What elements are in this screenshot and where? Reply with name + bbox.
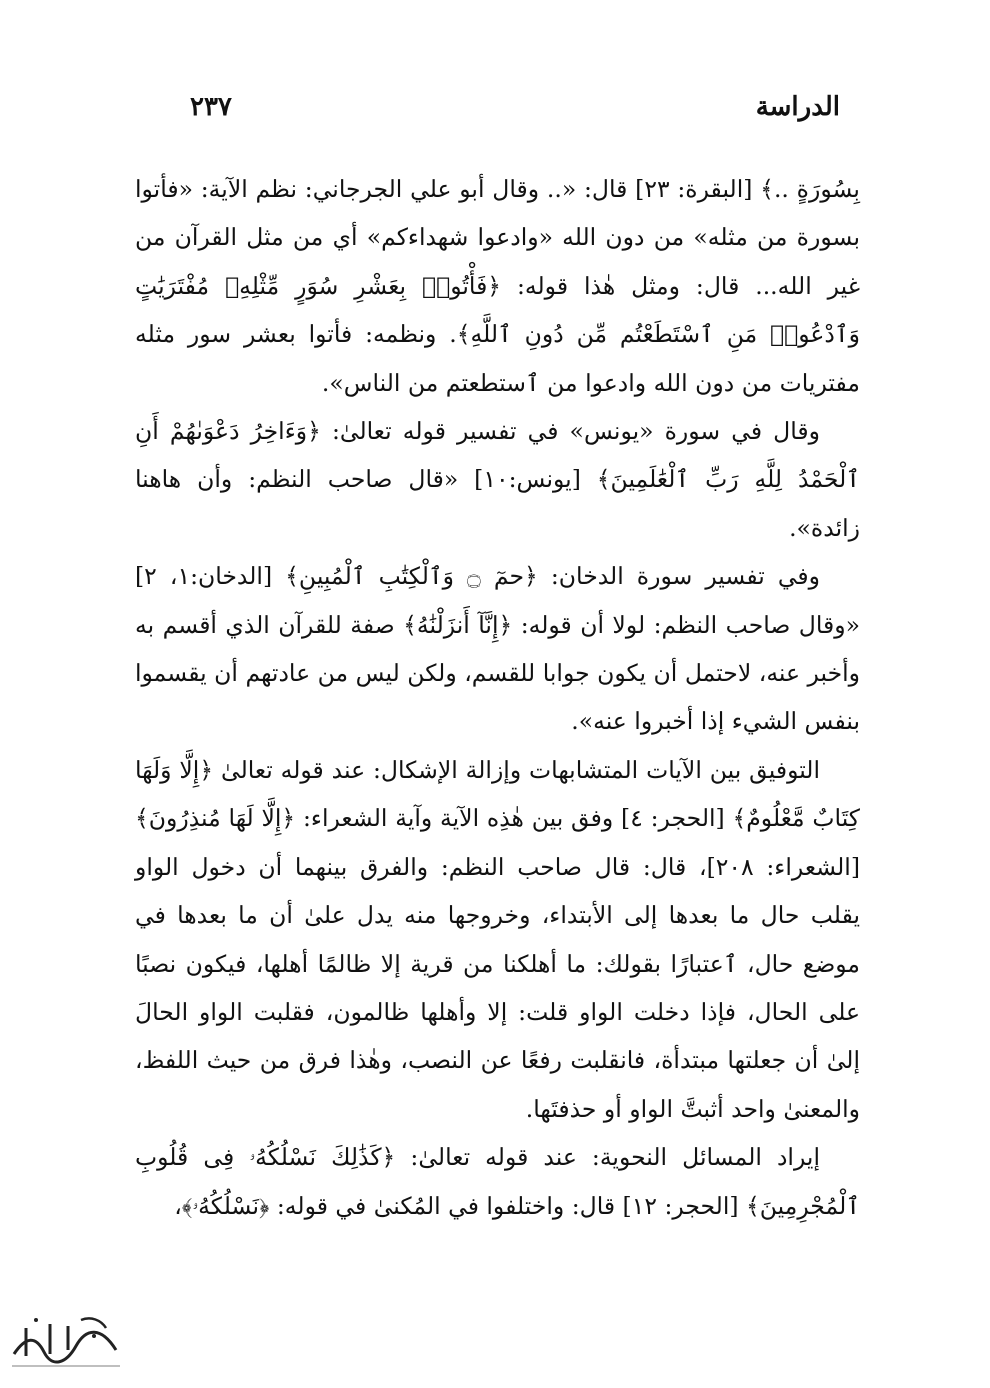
page-header [150, 92, 840, 136]
paragraph-2: وقال في سورة «يونس» في تفسير قوله تعالىٰ: ﴿وَءَاخِرُ دَعْوَىٰهُمْ أَنِ ٱلْحَمْدُ لِلَّهِ رَبِّ ٱلْعَٰلَمِينَ﴾ [يونس:١٠] «قال صاحب النظم: وأن هاهنا زائدة». [135, 417, 861, 542]
body-text [135, 165, 860, 1230]
paragraph-4: التوفيق بين الآيات المتشابهات وإزالة الإشكال: عند قوله تعالىٰ ﴿إِلَّا وَلَهَا كِتَابٌ مَّعْلُومٌ﴾ [الحجر: ٤] وفق بين هٰذِه الآية وآية الشعراء: ﴿إِلَّا لَهَا مُنذِرُونَ﴾ [الشعراء: ٢٠٨]، قال: قال صاحب النظم: والفرق بينهما أن دخول الواو يقلب حال ما بعدها إلى الأبتداء، وخروجها منه يدل علىٰ أن ما بعدها في موضع حال، ٱعتبارًا بقولك: ما أهلكنا من قرية إلا ظالمًا أهلها، فيكون نصبًا على الحال، فإذا دخلت الواو قلت: إلا وأهلها ظالمون، فقلبت الواو الحالَ إلىٰ أن جعلتها مبتدأة، فانقلبت رفعًا عن النصب، وهٰذا فرق من حيث اللفظ، والمعنىٰ واحد أثبتَّ الواو أو حذفتَها. [135, 755, 861, 1123]
stamp-calligraphy-icon [6, 1306, 126, 1376]
running-title: الدراسة [755, 92, 840, 122]
paragraph-1: بِسُورَةٍ ..﴾ [البقرة: ٢٣] قال: «.. وقال أبو علي الجرجاني: نظم الآية: «فأتوا بسورة من مثله» من دون الله «وادعوا شهداءكم» أي من مثل القرآن من غير الله... قال: ومثل هٰذا قوله: ﴿فَأْتُوا۟ بِعَشْرِ سُوَرٍ مِّثْلِهِۦ مُفْتَرَيَٰتٍ وَٱدْعُوا۟ مَنِ ٱسْتَطَعْتُم مِّن دُونِ ٱللَّهِ﴾. ونظمه: فأتوا بعشر سور مثله مفتريات من دون الله وادعوا من ٱستطعتم من الناس». [135, 175, 860, 397]
page-number: ٢٣٧ [190, 92, 232, 122]
paragraph-5: إيراد المسائل النحوية: عند قوله تعالىٰ: ﴿كَذَٰلِكَ نَسْلُكُهُۥ فِى قُلُوبِ ٱلْمُجْرِمِينَ﴾ [الحجر: ١٢] قال: واختلفوا في المُكنىٰ في قوله: ﴿نَسْلُكُهُۥ﴾، [135, 1143, 860, 1220]
library-stamp-logo [6, 1306, 126, 1376]
paragraph-3: وفي تفسير سورة الدخان: ﴿حمٓ ۝ وَٱلْكِتَٰبِ ٱلْمُبِينِ﴾ [الدخان:١، ٢] «وقال صاحب النظم: لولا أن قوله: ﴿إِنَّآ أَنزَلْنَٰهُ﴾ صفة للقرآن الذي أقسم به وأخبر عنه، لاحتمل أن يكون جوابا للقسم، ولكن ليس من عادتهم أن يقسموا بنفس الشيء إذا أخبروا عنه». [135, 562, 860, 736]
